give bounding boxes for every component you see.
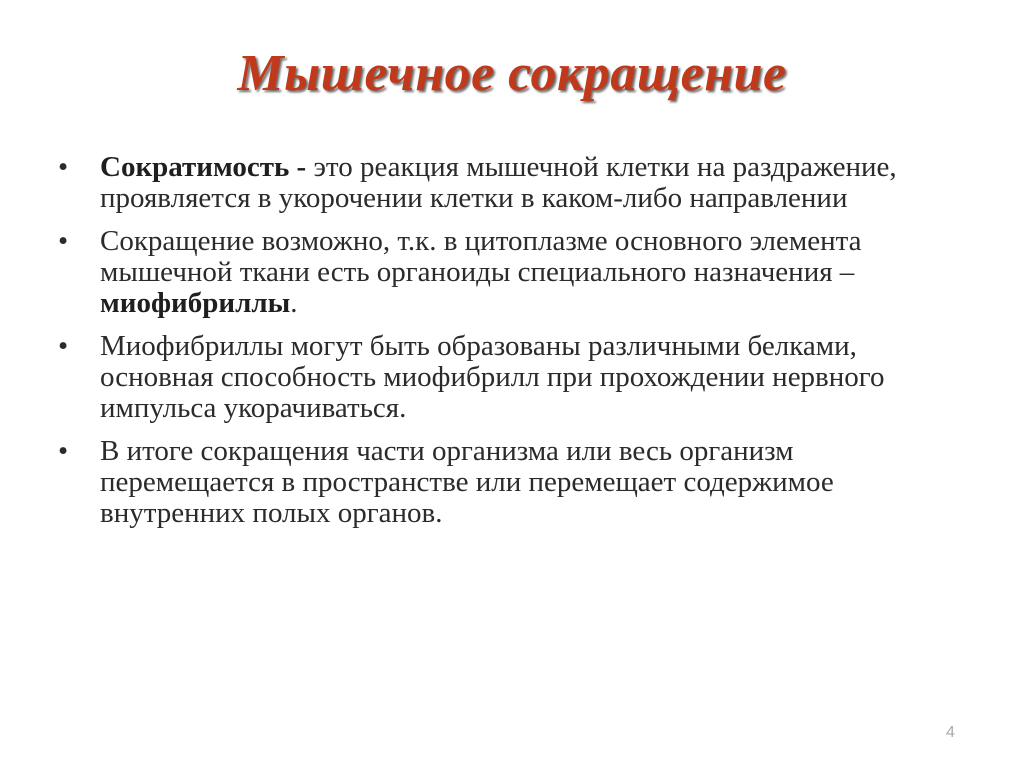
slide-title: Мышечное сокращение [237,45,787,102]
bullet-text: Сокращение возможно, т.к. в цитоплазме основного элемента мышечной ткани есть органоиды специального назначения – [100,225,862,288]
bullet-text: Миофибриллы могут быть образованы различными белками, основная способность миофибрилл при прохождении нервного импульса укорачиваться. [100,330,885,424]
bullet-item [58,331,958,424]
term-myofibrils: миофибриллы [100,287,291,319]
page-number: 4 [946,724,955,741]
bullet-list [58,152,958,541]
bullet-icon: • [58,225,69,257]
bullet-item [58,152,958,214]
bullet-icon: • [58,151,69,183]
bullet-icon: • [58,435,69,467]
bullet-icon: • [58,330,69,362]
bullet-item [58,436,958,529]
bullet-text: В итоге сокращения части организма или весь организм перемещается в пространстве или перемещает содержимое внутренних полых органов. [100,435,834,529]
term-contractility: Сократимость - [100,151,307,183]
bullet-text: это реакция мышечной клетки на раздражение, проявляется в укорочении клетки в каком-либо направлении [100,151,897,214]
bullet-text-tail: . [290,287,298,319]
bullet-item [58,226,958,319]
